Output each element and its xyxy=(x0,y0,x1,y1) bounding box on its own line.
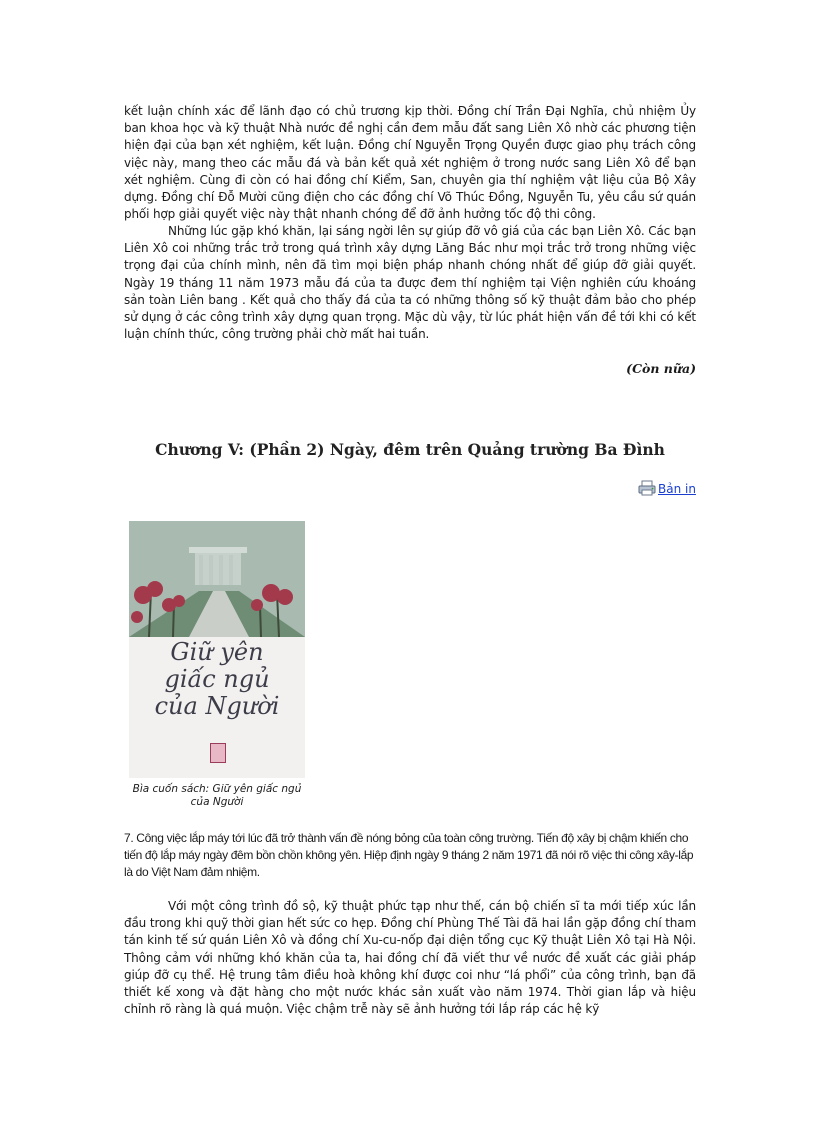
publisher-logo xyxy=(210,743,226,763)
image-caption: Bìa cuốn sách: Giữ yên giấc ngủ của Người xyxy=(132,783,302,808)
cover-title-line: giấc ngủ xyxy=(164,665,270,693)
continued-label: (Còn nữa) xyxy=(626,361,696,376)
chapter-title: Chương V: (Phần 2) Ngày, đêm trên Quảng trường Ba Đình xyxy=(155,440,665,459)
print-link-label: Bản in xyxy=(658,482,696,496)
cover-title xyxy=(129,639,305,739)
paragraph-2: Những lúc gặp khó khăn, lại sáng ngời lên sự giúp đỡ vô giá của các bạn Liên Xô. Các bạn Liên Xô coi những trắc trở trong quá trình xây dựng Lăng Bác như mọi trắc trở trong những việc trọng đại của chính mình, nên đã tìm mọi biện pháp nhanh chóng nhất để giúp đỡ giải quyết. Ngày 19 tháng 11 năm 1973 mẫu đá của ta được đem thí nghiệm tại Viện nghiên cứu khoáng sản toàn Liên bang . Kết quả cho thấy đá của ta có những thông số kỹ thuật đảm bảo cho phép sử dụng ở các công trình xây dựng quan trọng. Mặc dù vậy, từ lúc phát hiện vấn đề tới khi có kết luận chính thức, công trường phải chờ mất hai tuần. xyxy=(124,224,696,342)
cover-photo xyxy=(129,521,305,637)
paragraph-8: Với một công trình đồ sộ, kỹ thuật phức tạp như thế, cán bộ chiến sĩ ta mới tiếp xúc lần đầu trong khi quỹ thời gian hết sức co hẹp. Đồng chí Phùng Thế Tài đã hai lần gặp đồng chí tham tán kinh tế sứ quán Liên Xô và đồng chí Xu-cu-nốp đại diện tổng cục Kỹ thuật Liên Xô tại Hà Nội. Thông cảm với những khó khăn của ta, hai đồng chí đã viết thư về nước đề xuất các giải pháp giúp đỡ cụ thể. Hệ trung tâm điều hoà không khí được coi như “lá phổi” của công trình, bạn đã thiết kế xong và đặt hàng cho một nước khác sản xuất vào năm 1974. Thời gian lắp và hiệu chỉnh rõ ràng là quá muộn. Việc chậm trễ này sẽ ảnh hưởng tới lắp ráp các hệ kỹ xyxy=(124,899,696,1017)
cover-title-line: Giữ yên xyxy=(170,638,264,666)
printer-icon xyxy=(638,480,656,496)
book-cover-image xyxy=(129,521,305,778)
cover-title-line: của Người xyxy=(154,692,280,720)
print-link[interactable] xyxy=(638,480,696,496)
paragraph-1: kết luận chính xác để lãnh đạo có chủ trương kịp thời. Đồng chí Trần Đại Nghĩa, chủ nhiệm Ủy ban khoa học và kỹ thuật Nhà nước đề nghị cần đem mẫu đất sang Liên Xô nhờ các phương tiện hiện đại của bạn xét nghiệm, kết luận. Đồng chí Nguyễn Trọng Quyền được giao phụ trách công việc này, mang theo các mẫu đá và bản kết quả xét nghiệm ở trong nước sang Liên Xô để bạn xét nghiệm. Cùng đi còn có hai đồng chí Kiểm, San, chuyên gia thí nghiệm vật liệu của Bộ Xây dựng. Đồng chí Đỗ Mười cũng điện cho các đồng chí Võ Thúc Đồng, Nguyễn Tu, yêu cầu sứ quán phối hợp giải quyết việc này thật nhanh chóng để đỡ ảnh hưởng tốc độ thi công. xyxy=(124,104,696,222)
paragraph-7: 7. Công việc lắp máy tới lúc đã trở thành vấn đề nóng bỏng của toàn công trường. Tiến độ xây bị chậm khiến cho tiến độ lắp máy ngày đêm bồn chồn không yên. Hiệp định ngày 9 tháng 2 năm 1971 đã nói rõ việc thi công xây-lắp là do Việt Nam đảm nhiệm. xyxy=(124,831,694,880)
